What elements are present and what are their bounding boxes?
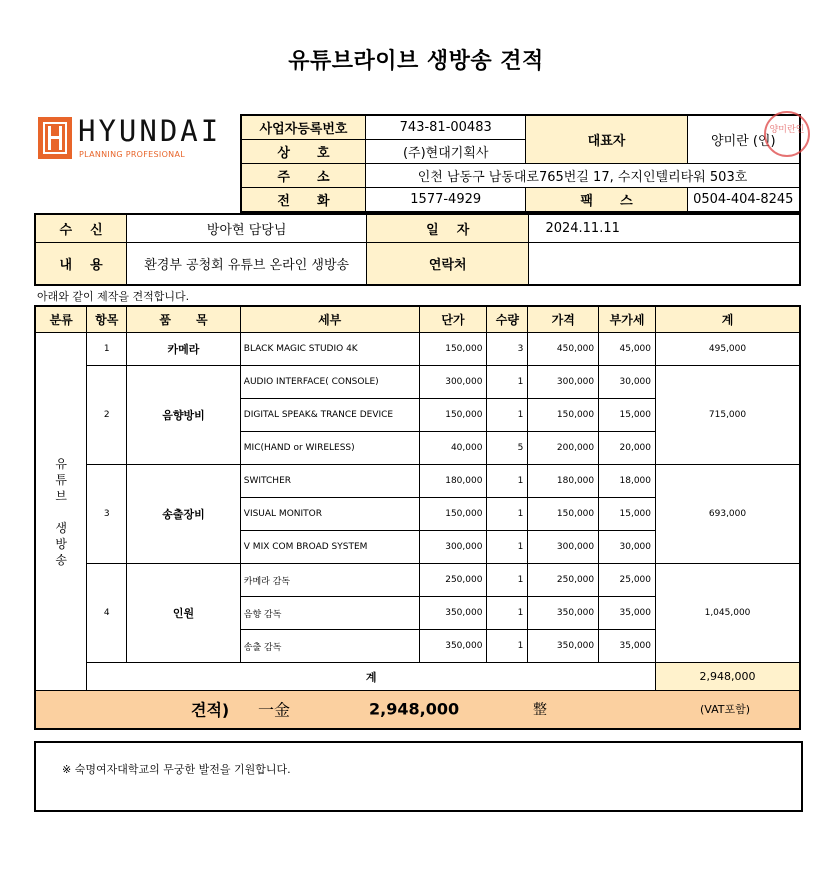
company-name-value: (주)현대기획사 [365, 140, 525, 164]
price: 200,000 [528, 432, 599, 465]
date-label: 일 자 [367, 214, 529, 242]
item-number: 1 [87, 333, 127, 366]
estimate-cell [35, 691, 800, 729]
item-detail: VISUAL MONITOR [240, 498, 419, 531]
address-value: 인천 남동구 남동대로765번길 17, 수지인텔리타워 503호 [365, 164, 800, 188]
footer-note-box [34, 741, 803, 812]
column-header: 가격 [528, 306, 599, 333]
recipient-value: 방아현 담당님 [127, 214, 367, 242]
item-detail: AUDIO INTERFACE( CONSOLE) [240, 366, 419, 399]
unit-price: 150,000 [419, 333, 487, 366]
price: 300,000 [528, 531, 599, 564]
estimate-label: 견적) [191, 700, 230, 720]
representative-value: 양미란 (인) [687, 115, 800, 164]
reg-number-label: 사업자등록번호 [241, 115, 365, 140]
table-row [35, 366, 800, 399]
table-header-row [35, 306, 800, 333]
price: 150,000 [528, 399, 599, 432]
date-value: 2024.11.11 [529, 214, 800, 242]
quantity: 1 [487, 531, 528, 564]
table-row [35, 465, 800, 498]
item-detail: BLACK MAGIC STUDIO 4K [240, 333, 419, 366]
quantity: 1 [487, 498, 528, 531]
quantity: 1 [487, 630, 528, 663]
vat: 15,000 [599, 399, 656, 432]
quantity: 1 [487, 597, 528, 630]
item-detail: 음향 감독 [240, 597, 419, 630]
item-name: 카메라 [127, 333, 241, 366]
item-number: 2 [87, 366, 127, 465]
item-name: 인원 [127, 564, 241, 663]
logo-subtitle: PLANNING PROFESIONAL [79, 150, 185, 159]
estimate-items-table [34, 305, 801, 730]
price: 250,000 [528, 564, 599, 597]
price: 350,000 [528, 630, 599, 663]
fax-value: 0504-404-8245 [687, 188, 800, 213]
table-row [35, 564, 800, 597]
price: 350,000 [528, 597, 599, 630]
fax-label: 팩 스 [526, 188, 687, 213]
page-title: 유튜브라이브 생방송 견적 [288, 49, 544, 74]
contact-label: 연락처 [367, 242, 529, 285]
sum-label: 계 [87, 663, 656, 691]
estimate-prefix: 一金 [258, 700, 291, 720]
unit-price: 300,000 [419, 531, 487, 564]
item-name: 음향방비 [127, 366, 241, 465]
group-total: 1,045,000 [656, 564, 801, 663]
vat: 35,000 [599, 630, 656, 663]
item-detail: MIC(HAND or WIRELESS) [240, 432, 419, 465]
column-header: 세부 [240, 306, 419, 333]
item-name: 송출장비 [127, 465, 241, 564]
contact-value [529, 242, 800, 285]
logo-mark-icon [38, 117, 72, 159]
content-label: 내 용 [35, 242, 127, 285]
recipient-label: 수 신 [35, 214, 127, 242]
recipient-table [34, 213, 801, 286]
quantity: 5 [487, 432, 528, 465]
quantity: 1 [487, 564, 528, 597]
company-info-table [240, 114, 801, 213]
unit-price: 180,000 [419, 465, 487, 498]
column-header: 항목 [87, 306, 127, 333]
quantity: 1 [487, 366, 528, 399]
column-header: 품 목 [127, 306, 241, 333]
column-header: 수량 [487, 306, 528, 333]
phone-label: 전 화 [241, 188, 365, 213]
quantity: 3 [487, 333, 528, 366]
group-total: 693,000 [656, 465, 801, 564]
vat: 30,000 [599, 366, 656, 399]
unit-price: 350,000 [419, 630, 487, 663]
address-label: 주 소 [241, 164, 365, 188]
column-header: 단가 [419, 306, 487, 333]
quantity: 1 [487, 399, 528, 432]
sum-value: 2,948,000 [656, 663, 801, 691]
column-header: 분류 [35, 306, 87, 333]
company-logo [38, 114, 222, 163]
item-detail: SWITCHER [240, 465, 419, 498]
company-name-label: 상 호 [241, 140, 365, 164]
intro-note: 아래와 같이 제작을 견적합니다. [37, 290, 190, 303]
reg-number-value: 743-81-00483 [365, 115, 525, 140]
group-total: 495,000 [656, 333, 801, 366]
phone-value: 1577-4929 [365, 188, 525, 213]
column-header: 계 [656, 306, 801, 333]
unit-price: 150,000 [419, 399, 487, 432]
item-detail: 송출 감독 [240, 630, 419, 663]
vat: 45,000 [599, 333, 656, 366]
vat: 18,000 [599, 465, 656, 498]
vat: 20,000 [599, 432, 656, 465]
item-number: 3 [87, 465, 127, 564]
unit-price: 250,000 [419, 564, 487, 597]
item-detail: DIGITAL SPEAK& TRANCE DEVICE [240, 399, 419, 432]
representative-label: 대표자 [526, 115, 687, 164]
item-number: 4 [87, 564, 127, 663]
logo-name: HYUNDAI [78, 114, 222, 148]
footer-note: ※ 숙명여자대학교의 무궁한 발전을 기원합니다. [62, 763, 291, 776]
unit-price: 350,000 [419, 597, 487, 630]
unit-price: 300,000 [419, 366, 487, 399]
price: 180,000 [528, 465, 599, 498]
price: 150,000 [528, 498, 599, 531]
price: 450,000 [528, 333, 599, 366]
item-detail: 카메라 감독 [240, 564, 419, 597]
quantity: 1 [487, 465, 528, 498]
vat: 35,000 [599, 597, 656, 630]
company-seal: 양미란인 [764, 111, 810, 157]
estimate-amount: 2,948,000 [369, 699, 460, 719]
group-total: 715,000 [656, 366, 801, 465]
vat: 30,000 [599, 531, 656, 564]
vat: 15,000 [599, 498, 656, 531]
table-row [35, 333, 800, 366]
sum-row [35, 663, 800, 691]
item-detail: V MIX COM BROAD SYSTEM [240, 531, 419, 564]
unit-price: 150,000 [419, 498, 487, 531]
column-header: 부가세 [599, 306, 656, 333]
category-cell: 유 튜 브 생 방 송 [35, 333, 87, 691]
estimate-row [35, 691, 800, 729]
estimate-vat: (VAT포함) [700, 703, 751, 717]
price: 300,000 [528, 366, 599, 399]
content-value: 환경부 공청회 유튜브 온라인 생방송 [127, 242, 367, 285]
unit-price: 40,000 [419, 432, 487, 465]
estimate-suffix: 整 [533, 702, 547, 719]
vat: 25,000 [599, 564, 656, 597]
